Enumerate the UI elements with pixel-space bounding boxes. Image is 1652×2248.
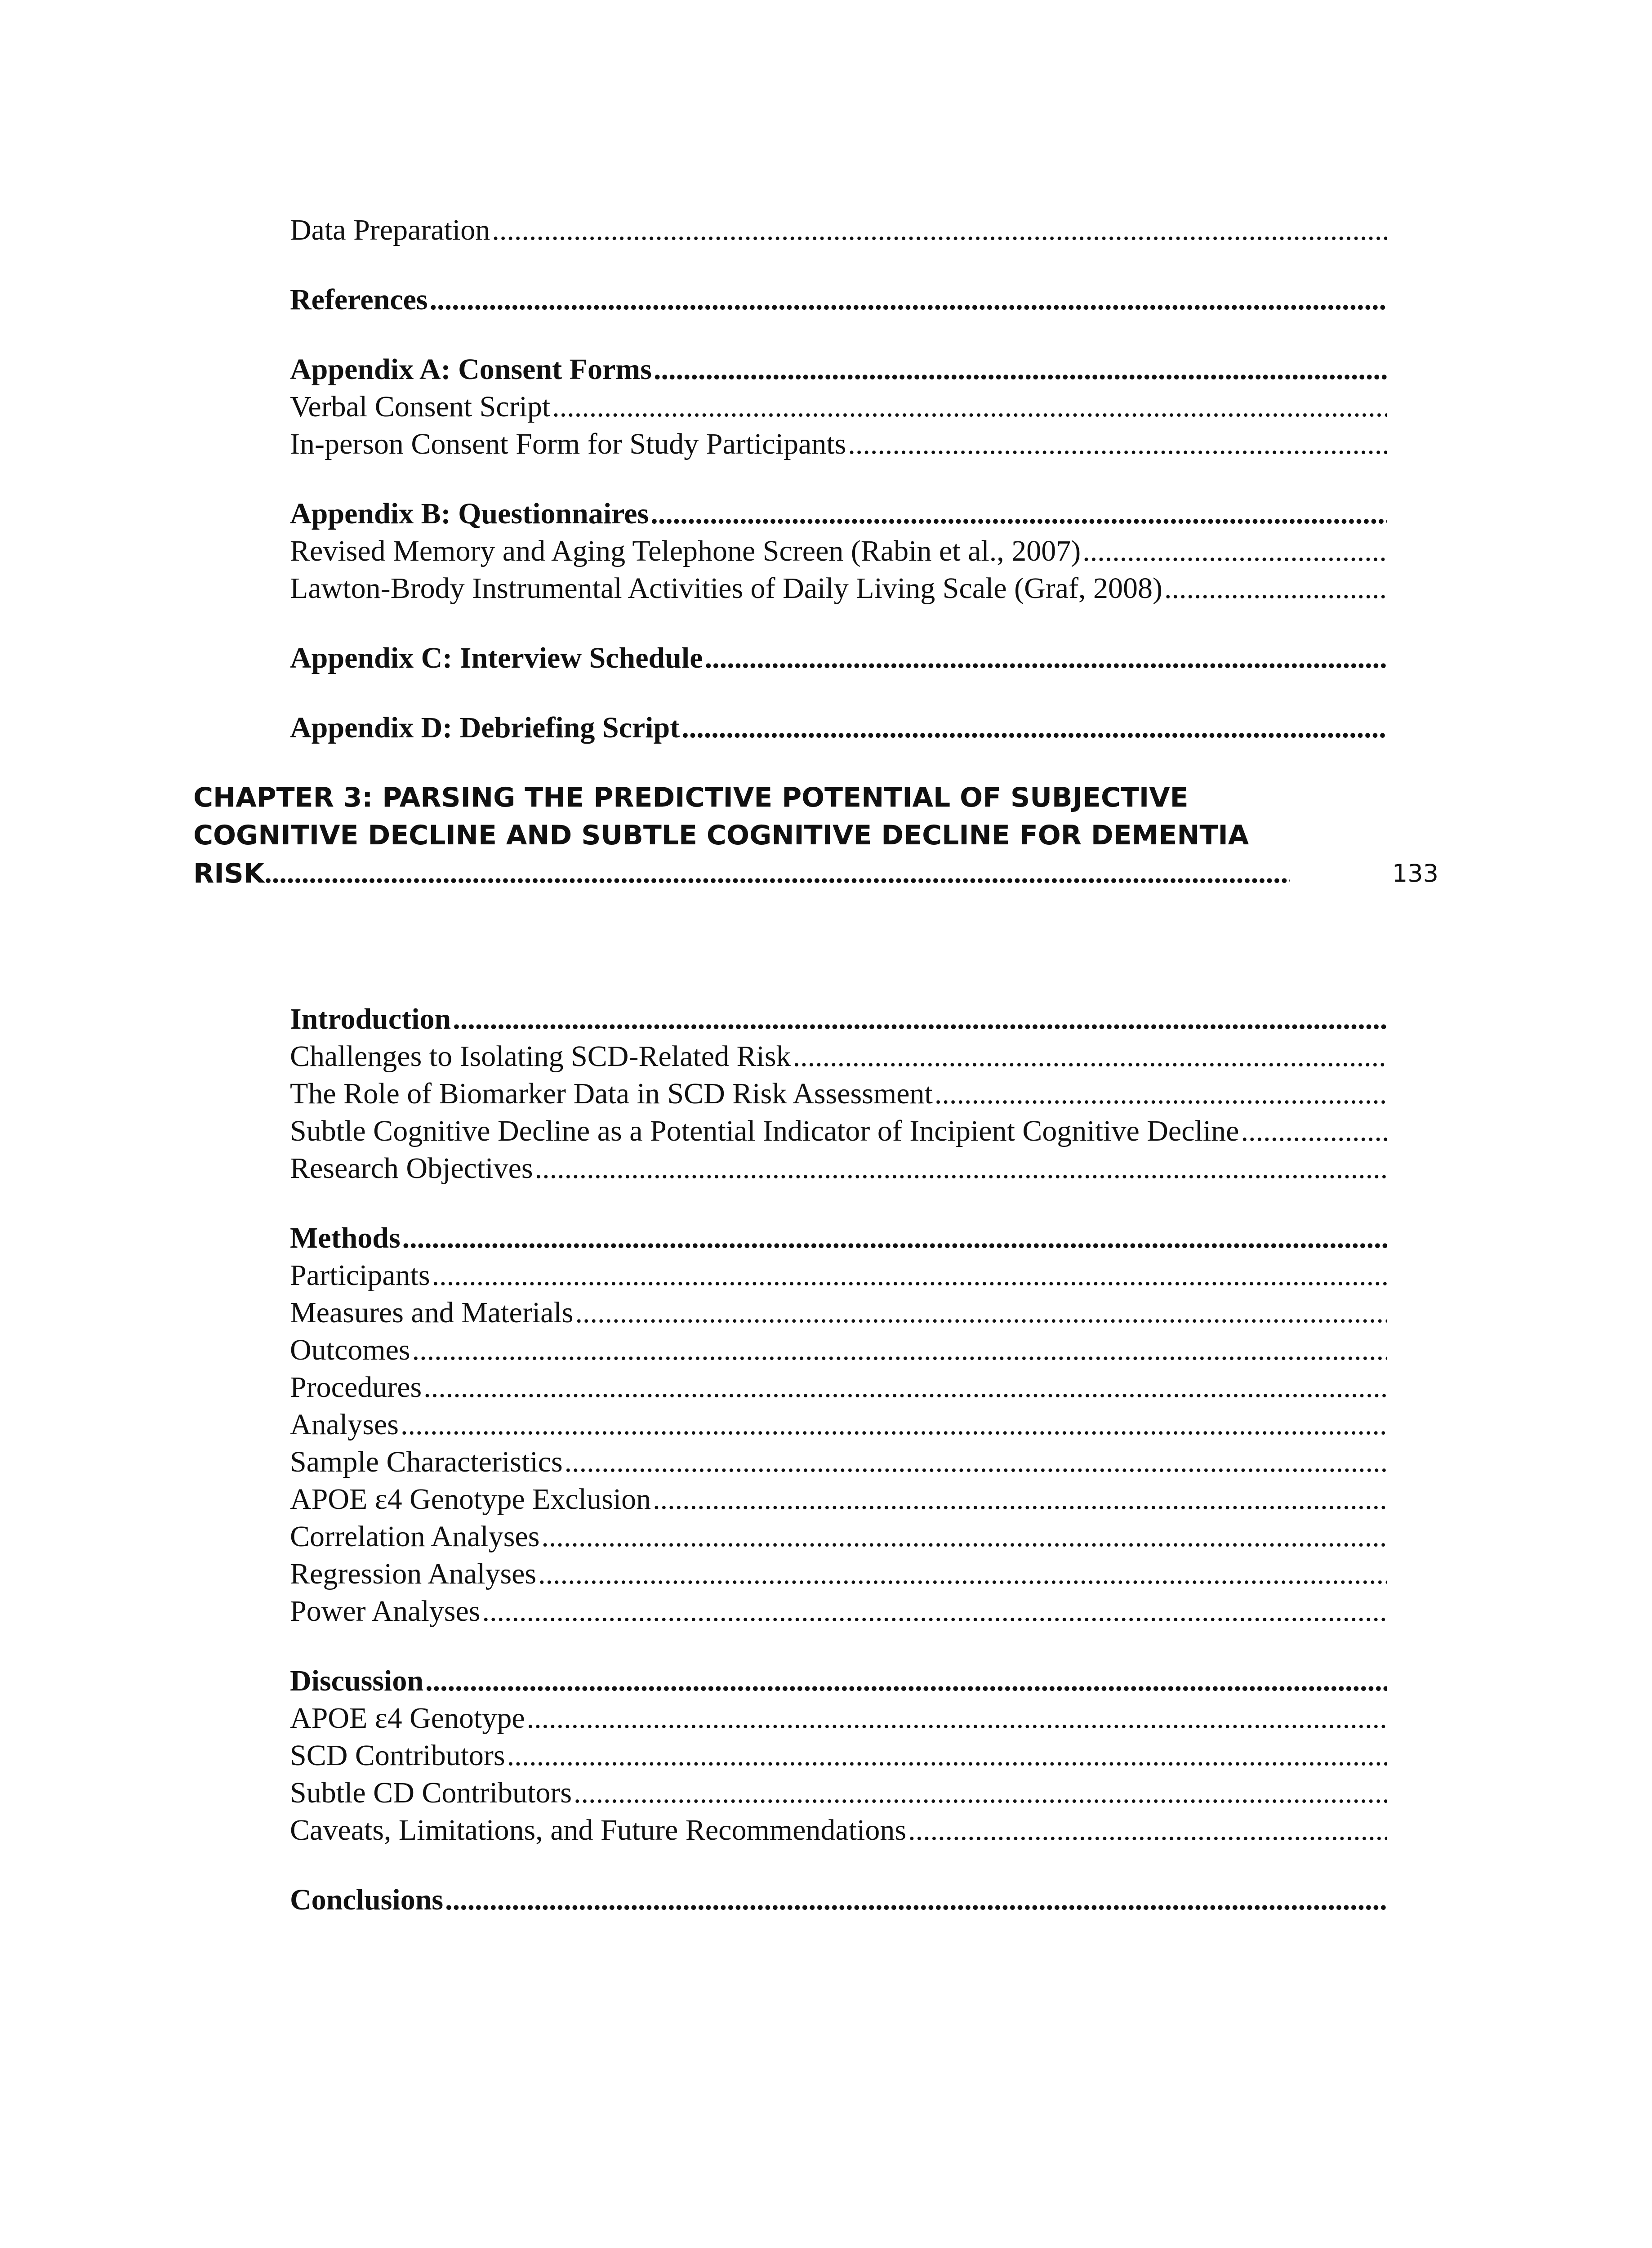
toc-entry-label: Appendix C: Interview Schedule xyxy=(290,642,703,674)
dot-leader xyxy=(425,1662,1387,1699)
toc-entry[interactable] xyxy=(290,1699,1387,1737)
toc-entry[interactable] xyxy=(290,1662,1387,1699)
toc-group xyxy=(290,211,1387,249)
dot-leader xyxy=(402,1219,1387,1257)
dot-leader xyxy=(538,1555,1387,1592)
toc-entry[interactable] xyxy=(290,1737,1387,1774)
dot-leader xyxy=(412,1331,1387,1369)
dot-leader xyxy=(535,1150,1387,1187)
dot-leader xyxy=(654,351,1387,388)
toc-group xyxy=(290,1881,1387,1918)
toc-entry[interactable] xyxy=(290,1774,1387,1811)
chapter-title-line-1: CHAPTER 3: PARSING THE PREDICTIVE POTENTIAL OF SUBJECTIVE xyxy=(193,782,1189,813)
toc-group xyxy=(290,1662,1387,1849)
toc-entry-label: Research Objectives xyxy=(290,1152,533,1185)
toc-entry[interactable] xyxy=(290,1331,1387,1369)
toc-entry[interactable] xyxy=(290,1000,1387,1038)
toc-entry[interactable] xyxy=(290,281,1387,318)
toc-entry[interactable] xyxy=(290,211,1387,249)
dot-leader xyxy=(1164,570,1387,607)
dot-leader xyxy=(681,709,1387,746)
dot-leader xyxy=(507,1737,1387,1774)
spacer xyxy=(290,946,1387,1000)
toc-entry-label: Methods xyxy=(290,1222,401,1254)
dot-leader xyxy=(527,1699,1387,1737)
chapter-page-number: 133 xyxy=(1392,859,1438,888)
toc-entry-label: Appendix A: Consent Forms xyxy=(290,353,652,386)
spacer xyxy=(290,1630,1387,1662)
dot-leader xyxy=(705,639,1387,677)
toc-entry-label: Challenges to Isolating SCD-Related Risk xyxy=(290,1040,791,1073)
spacer xyxy=(290,318,1387,351)
toc-entry[interactable] xyxy=(290,1443,1387,1481)
toc-entry[interactable] xyxy=(290,351,1387,388)
toc-entry[interactable] xyxy=(290,532,1387,570)
dot-leader xyxy=(492,211,1387,249)
toc-entry-label: Conclusions xyxy=(290,1883,444,1916)
toc-entry[interactable] xyxy=(290,1881,1387,1918)
toc-group xyxy=(290,495,1387,607)
toc-entry[interactable] xyxy=(290,1592,1387,1630)
toc-entry-label: Procedures xyxy=(290,1371,422,1404)
toc-group xyxy=(290,639,1387,677)
dot-leader xyxy=(565,1443,1387,1481)
toc-entry[interactable] xyxy=(290,1150,1387,1187)
dot-leader xyxy=(575,1294,1387,1331)
dot-leader xyxy=(423,1369,1387,1406)
dot-leader xyxy=(793,1038,1387,1075)
spacer xyxy=(290,1849,1387,1881)
toc-entry[interactable] xyxy=(290,1112,1387,1150)
toc-entry-label: Regression Analyses xyxy=(290,1557,537,1590)
toc-entry[interactable] xyxy=(290,1555,1387,1592)
toc-entry-label: APOE ε4 Genotype Exclusion xyxy=(290,1483,651,1516)
toc-entry-label: Caveats, Limitations, and Future Recommendations xyxy=(290,1814,907,1847)
toc-entry[interactable] xyxy=(290,1075,1387,1112)
toc-entry[interactable] xyxy=(290,1518,1387,1555)
toc-entry-label: In-person Consent Form for Study Participants xyxy=(290,428,846,460)
toc-entry[interactable] xyxy=(290,639,1387,677)
dot-leader xyxy=(445,1881,1387,1918)
toc-entry-label: References xyxy=(290,283,428,316)
spacer xyxy=(290,607,1387,639)
toc-entry-label: Verbal Consent Script xyxy=(290,390,551,423)
spacer xyxy=(290,249,1387,281)
toc-group xyxy=(290,709,1387,746)
toc-entry-label: Discussion xyxy=(290,1664,424,1697)
toc-entry[interactable] xyxy=(290,1406,1387,1443)
spacer xyxy=(290,1187,1387,1219)
dot-leader xyxy=(401,1406,1387,1443)
toc-group xyxy=(290,351,1387,463)
toc-entry-label: SCD Contributors xyxy=(290,1739,505,1772)
dot-leader xyxy=(552,388,1387,425)
dot-leader xyxy=(432,1257,1387,1294)
toc-entry-label: Subtle Cognitive Decline as a Potential Indicator of Incipient Cognitive Decline xyxy=(290,1115,1239,1147)
toc-group xyxy=(290,1219,1387,1630)
toc-entry[interactable] xyxy=(290,1038,1387,1075)
toc-entry[interactable] xyxy=(290,1369,1387,1406)
toc-entry-label: Measures and Materials xyxy=(290,1296,574,1329)
toc-entry-label: Appendix D: Debriefing Script xyxy=(290,711,680,744)
dot-leader xyxy=(574,1774,1387,1811)
dot-leader xyxy=(453,1000,1387,1038)
table-of-contents xyxy=(193,211,1438,1918)
toc-entry[interactable] xyxy=(290,388,1387,425)
dot-leader xyxy=(653,1481,1387,1518)
spacer xyxy=(290,463,1387,495)
dot-leader xyxy=(1241,1112,1387,1150)
toc-entry-label: Revised Memory and Aging Telephone Screen (Rabin et al., 2007) xyxy=(290,535,1081,567)
dot-leader xyxy=(1082,532,1387,570)
toc-entry[interactable] xyxy=(290,495,1387,532)
toc-entry[interactable] xyxy=(290,1257,1387,1294)
chapter-title-line-3-text: RISK xyxy=(193,858,265,889)
toc-entry-label: Introduction xyxy=(290,1003,451,1035)
toc-entry[interactable] xyxy=(290,1481,1387,1518)
toc-group xyxy=(290,281,1387,318)
dot-leader xyxy=(430,281,1387,318)
toc-entry-label: Participants xyxy=(290,1259,430,1292)
toc-group xyxy=(290,1000,1387,1187)
toc-entry-label: Subtle CD Contributors xyxy=(290,1776,572,1809)
dot-leader xyxy=(650,495,1387,532)
dot-leader xyxy=(264,854,1290,892)
chapter-title-line-3 xyxy=(193,854,1290,892)
toc-entry-label: Correlation Analyses xyxy=(290,1520,540,1553)
dot-leader xyxy=(848,425,1387,463)
chapter-title-line-2: COGNITIVE DECLINE AND SUBTLE COGNITIVE DECLINE FOR DEMENTIA xyxy=(193,820,1249,851)
toc-entry-label: Outcomes xyxy=(290,1334,410,1366)
toc-entry-label: Sample Characteristics xyxy=(290,1445,563,1478)
toc-entry-label: Power Analyses xyxy=(290,1595,481,1628)
dot-leader xyxy=(935,1075,1387,1112)
chapter-heading[interactable] xyxy=(193,779,1438,892)
toc-entry-label: The Role of Biomarker Data in SCD Risk Assessment xyxy=(290,1077,933,1110)
toc-entry-label: Appendix B: Questionnaires xyxy=(290,497,649,530)
toc-entry[interactable] xyxy=(290,1294,1387,1331)
toc-entry[interactable] xyxy=(290,425,1387,463)
toc-entry[interactable] xyxy=(290,570,1387,607)
toc-entry-label: Data Preparation xyxy=(290,214,490,246)
toc-entry[interactable] xyxy=(290,709,1387,746)
toc-entry-label: APOE ε4 Genotype xyxy=(290,1702,525,1735)
toc-entry[interactable] xyxy=(290,1219,1387,1257)
toc-entry-label: Lawton-Brody Instrumental Activities of Daily Living Scale (Graf, 2008) xyxy=(290,572,1163,605)
spacer xyxy=(290,892,1387,946)
spacer xyxy=(290,746,1387,779)
toc-entry[interactable] xyxy=(290,1811,1387,1849)
spacer xyxy=(290,677,1387,709)
dot-leader xyxy=(908,1811,1387,1849)
dot-leader xyxy=(482,1592,1387,1630)
toc-entry-label: Analyses xyxy=(290,1408,399,1441)
dot-leader xyxy=(541,1518,1387,1555)
